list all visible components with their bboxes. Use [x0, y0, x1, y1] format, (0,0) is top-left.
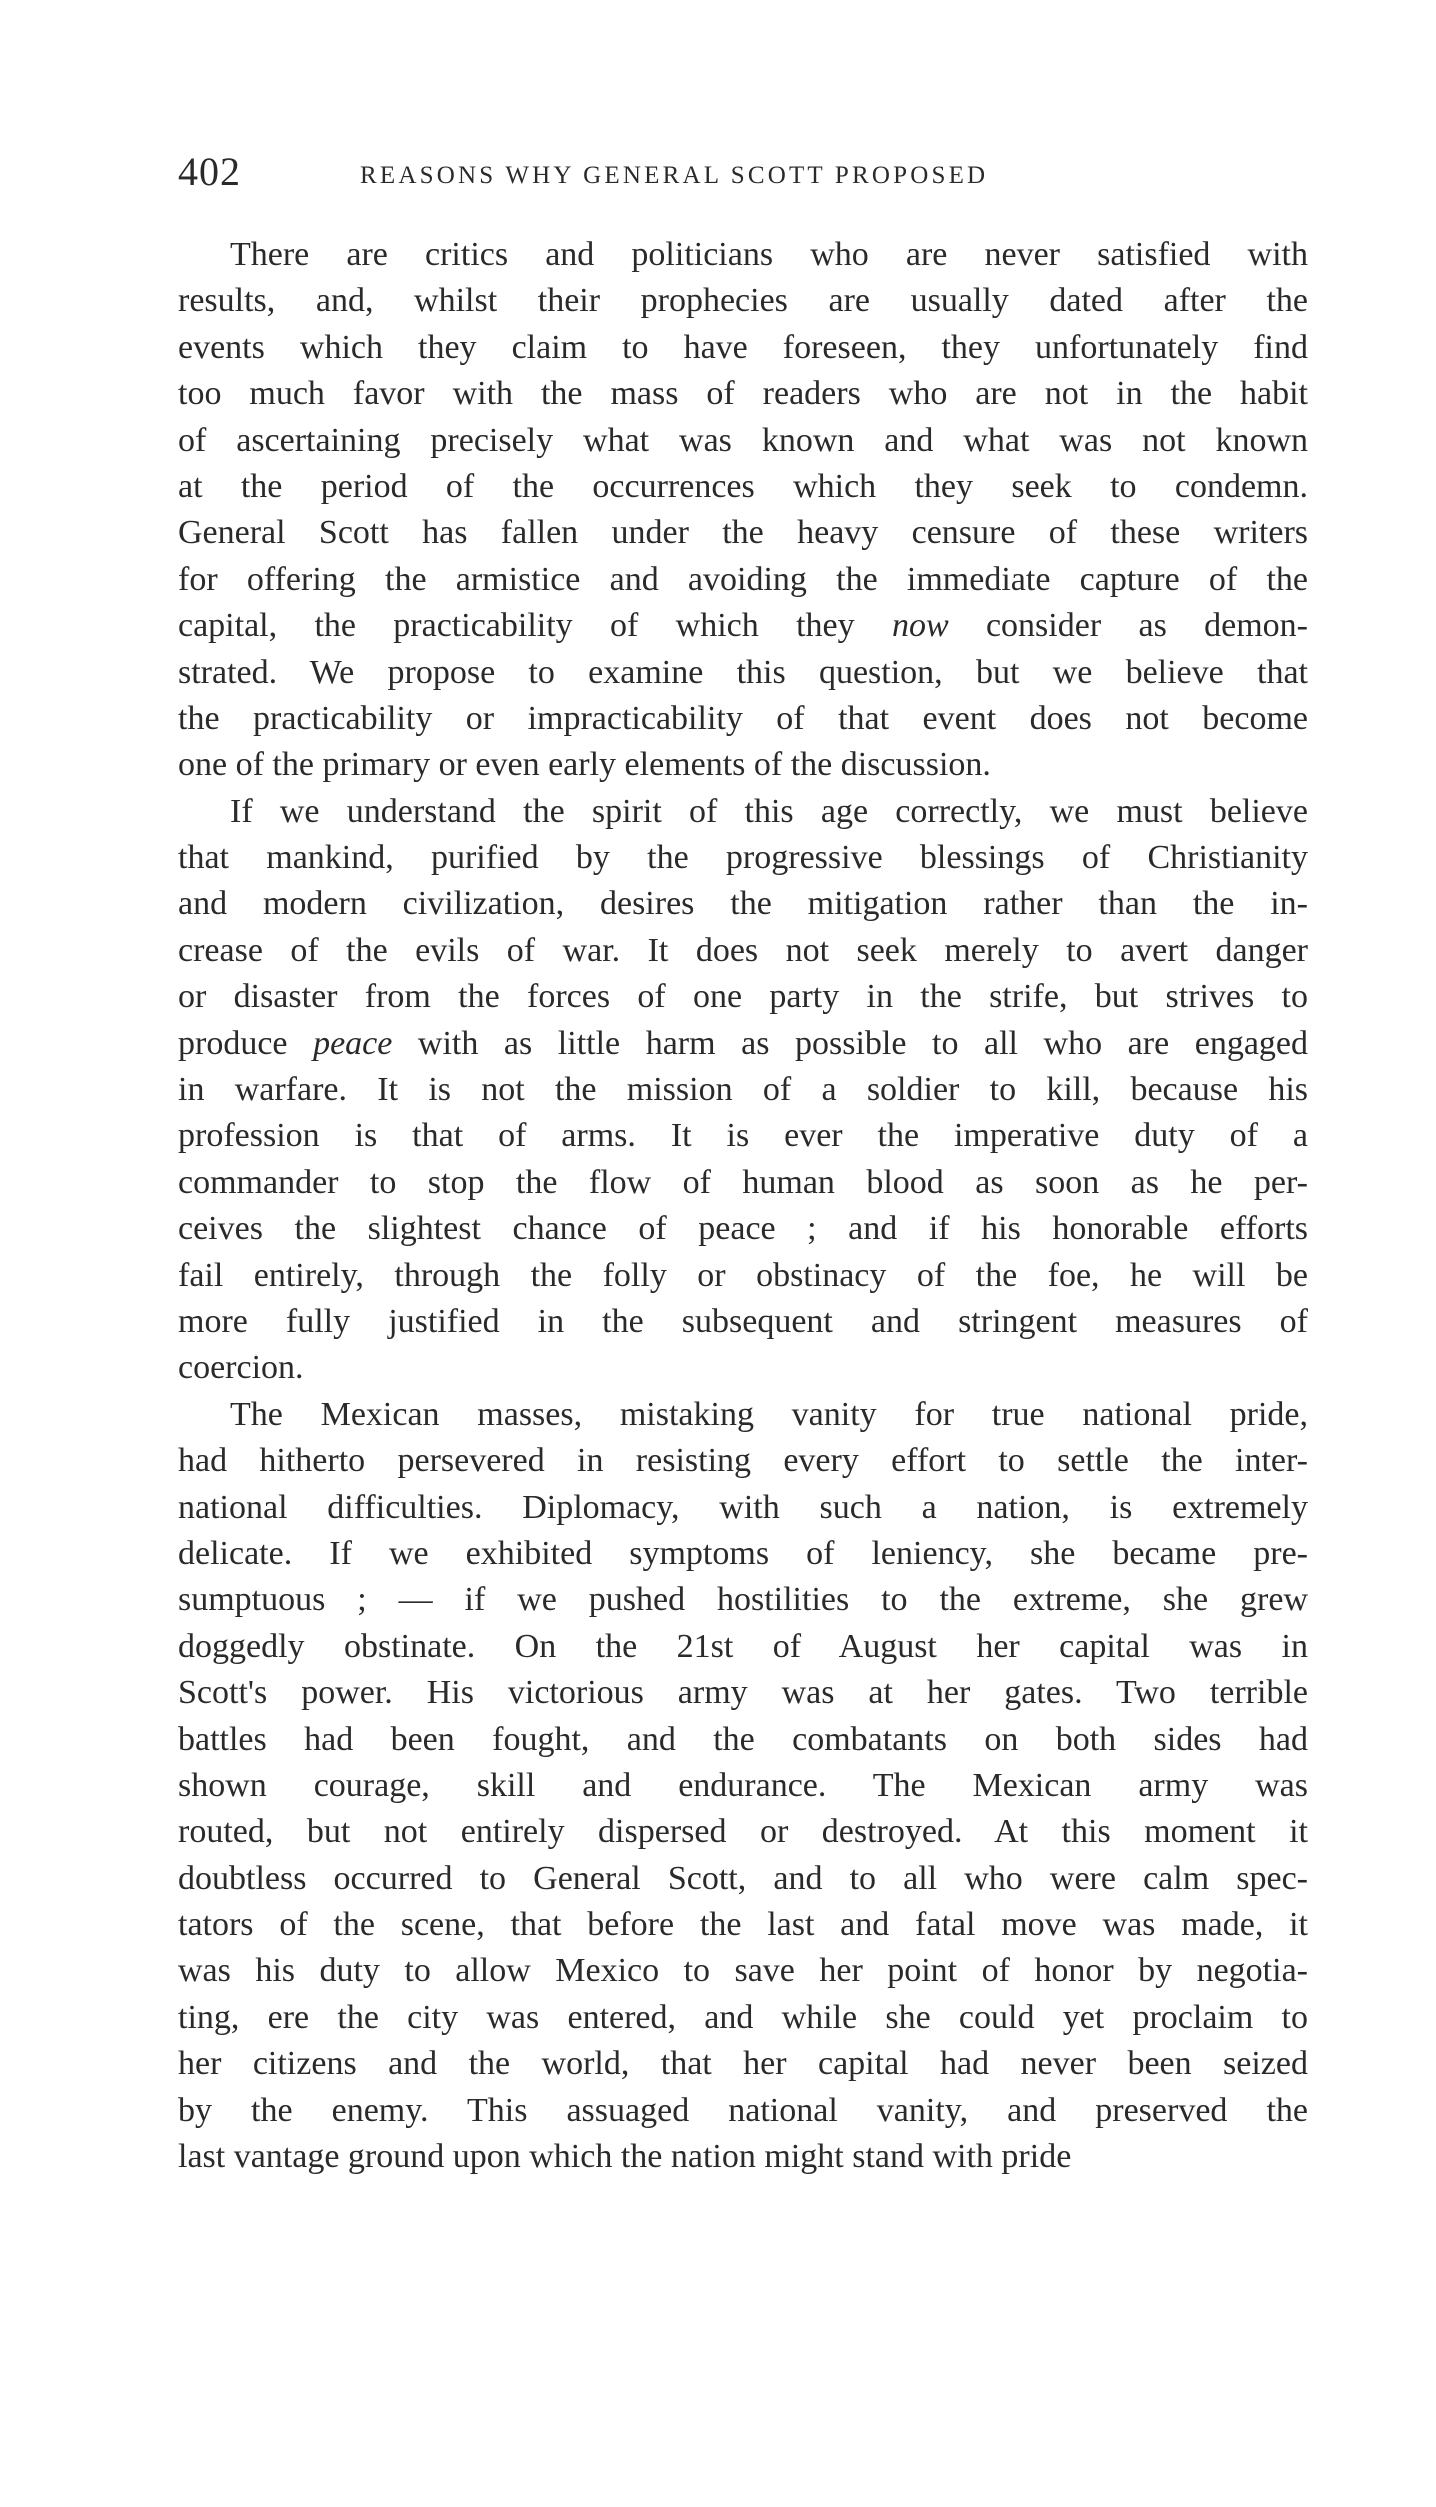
text-line: the practicability or impracticability of that event does not become — [178, 699, 1308, 737]
text-line: results, and, whilst their prophecies are usually dated after the — [178, 282, 1308, 320]
text-line: had hitherto persevered in resisting every effort to settle the inter- — [178, 1442, 1308, 1480]
text-line: for offering the armistice and avoiding the immediate capture of the — [178, 560, 1308, 598]
text-line: shown courage, skill and endurance. The Mexican army was — [178, 1766, 1308, 1804]
text-line: too much favor with the mass of readers who are not in the habit — [178, 375, 1308, 413]
text-line: fail entirely, through the folly or obstinacy of the foe, he will be — [178, 1256, 1308, 1294]
text-line: of ascertaining precisely what was known and what was not known — [178, 421, 1308, 459]
text-line: ting, ere the city was entered, and while she could yet proclaim to — [178, 1998, 1308, 2036]
paragraph — [178, 789, 1308, 1392]
text-line: was his duty to allow Mexico to save her point of honor by negotia- — [178, 1952, 1308, 1990]
paragraph — [178, 232, 1308, 789]
text-line: capital, the practicability of which they now consider as demon- — [178, 607, 1308, 645]
page-number: 402 — [178, 149, 241, 194]
text-line: events which they claim to have foreseen, they unfortunately find — [178, 328, 1308, 366]
text-line: crease of the evils of war. It does not seek merely to avert danger — [178, 931, 1308, 969]
text-line: by the enemy. This assuaged national vanity, and preserved the — [178, 2091, 1308, 2129]
text-line: The Mexican masses, mistaking vanity for true national pride, — [230, 1395, 1308, 1433]
text-line: Scott's power. His victorious army was at her gates. Two terrible — [178, 1674, 1308, 1712]
text-line: one of the primary or even early elements of the discussion. — [178, 746, 991, 784]
text-line: commander to stop the flow of human blood as soon as he per- — [178, 1163, 1308, 1201]
text-line: If we understand the spirit of this age correctly, we must believe — [230, 792, 1308, 830]
text-line: profession is that of arms. It is ever the imperative duty of a — [178, 1117, 1308, 1155]
text-line: that mankind, purified by the progressive blessings of Christianity — [178, 839, 1308, 877]
text-line: coercion. — [178, 1349, 304, 1387]
text-line: doubtless occurred to General Scott, and to all who were calm spec- — [178, 1859, 1308, 1897]
running-head-title: REASONS WHY GENERAL SCOTT PROPOSED — [360, 162, 989, 189]
text-line: tators of the scene, that before the last and fatal move was made, it — [178, 1906, 1308, 1944]
text-line: doggedly obstinate. On the 21st of August her capital was in — [178, 1627, 1308, 1665]
running-head — [178, 148, 1308, 198]
text-line: national difficulties. Diplomacy, with such a nation, is extremely — [178, 1488, 1308, 1526]
text-line: sumptuous ; — if we pushed hostilities to the extreme, she grew — [178, 1581, 1308, 1619]
paragraph — [178, 1392, 1308, 2181]
text-line: There are critics and politicians who are never satisfied with — [230, 236, 1308, 273]
text-line: in warfare. It is not the mission of a soldier to kill, because his — [178, 1071, 1308, 1109]
text-line: routed, but not entirely dispersed or destroyed. At this moment it — [178, 1813, 1308, 1851]
text-line: or disaster from the forces of one party in the strife, but strives to — [178, 978, 1308, 1016]
text-line: last vantage ground upon which the nation might stand with pride — [178, 2138, 1072, 2176]
text-line: General Scott has fallen under the heavy censure of these writers — [178, 514, 1308, 552]
body-text — [178, 232, 1308, 2180]
text-line: delicate. If we exhibited symptoms of leniency, she became pre- — [178, 1534, 1308, 1572]
text-line: at the period of the occurrences which they seek to condemn. — [178, 467, 1308, 505]
text-line: ceives the slightest chance of peace ; and if his honorable efforts — [178, 1210, 1308, 1248]
text-line: her citizens and the world, that her capital had never been seized — [178, 2045, 1308, 2083]
text-line: battles had been fought, and the combatants on both sides had — [178, 1720, 1308, 1758]
text-line: produce peace with as little harm as possible to all who are engaged — [178, 1024, 1308, 1062]
text-line: strated. We propose to examine this question, but we believe that — [178, 653, 1308, 691]
text-line: and modern civilization, desires the mitigation rather than the in- — [178, 885, 1308, 923]
text-line: more fully justified in the subsequent and stringent measures of — [178, 1302, 1308, 1340]
